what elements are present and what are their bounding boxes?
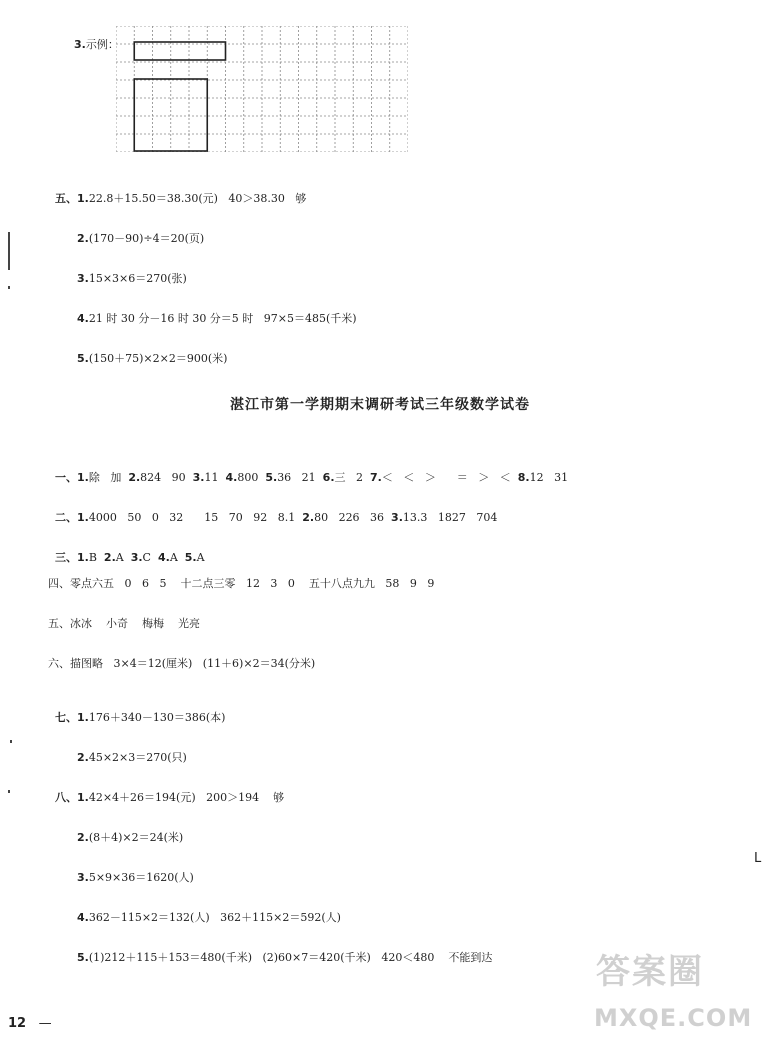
answer-line-q1 [48, 457, 568, 485]
item-number: 3. [77, 272, 89, 285]
dotted-grid-figure [116, 26, 408, 152]
answer-text: A [115, 551, 131, 564]
page-number [8, 1016, 52, 1031]
watermark-logo: 答案圈 [596, 952, 704, 992]
answer-text: C [142, 551, 158, 564]
exam-title: 湛江市第一学期期末调研考试三年级数学试卷 [230, 397, 530, 413]
answer-line-q8-5 [70, 937, 492, 965]
item-number: 二、1. [55, 511, 89, 524]
item-number: 5. [77, 951, 89, 964]
scan-mark [8, 790, 10, 793]
answer-line [70, 338, 227, 366]
answer-line [70, 298, 357, 326]
answer-text: 12 31 [529, 471, 569, 484]
item-number: 七、1. [55, 711, 89, 724]
answer-line [48, 178, 306, 206]
item-number: 3. [391, 511, 403, 524]
item-number: 2. [302, 511, 315, 524]
answer-line [70, 258, 187, 286]
answer-line-q8-2 [70, 817, 183, 845]
answer-line-q7-1 [48, 697, 225, 725]
answer-line-q3 [48, 537, 205, 565]
item-number: 8. [517, 471, 530, 484]
scan-mark [8, 232, 10, 270]
item-number: 6. [322, 471, 335, 484]
scan-mark [8, 286, 10, 289]
page-dash: — [38, 1016, 52, 1031]
answer-text: 36 21 [277, 471, 323, 484]
answer-text: 176＋340－130＝386(本) [88, 711, 226, 724]
answer-text: 80 226 36 [314, 511, 392, 524]
answer-text: A [169, 551, 185, 564]
answer-line [70, 218, 204, 246]
answer-line-q8-3 [70, 857, 194, 885]
item-number: 3. [192, 471, 205, 484]
item-number: 7. [370, 471, 382, 484]
answer-text: 362－115×2＝132(人) 362＋115×2＝592(人) [88, 911, 341, 924]
answer-text: 11 [204, 471, 226, 484]
answer-text: A [196, 551, 205, 564]
scan-mark [10, 740, 12, 743]
answer-line-q7-2 [70, 737, 187, 765]
answer-text: 4000 50 0 32 15 70 92 8.1 [88, 511, 303, 524]
answer-text: 5×9×36＝1620(人) [88, 871, 194, 884]
item-number: 三、1. [55, 551, 89, 564]
item-number: 3. [130, 551, 143, 564]
answer-text: 三 2 [334, 471, 370, 484]
example-text: 示例： [85, 38, 119, 51]
margin-letter: L [754, 851, 762, 866]
answer-line-q5: 五、冰冰 小奇 梅梅 光亮 [48, 617, 200, 630]
answer-text: 45×2×3＝270(只) [88, 751, 187, 764]
answer-line-q4: 四、零点六五 0 6 5 十二点三零 12 3 0 五十八点九九 58 9 9 [48, 577, 435, 590]
page-number-text: 12 [8, 1016, 27, 1031]
answer-text: ＜ ＜ ＞ ＝ ＞ ＜ [381, 471, 518, 484]
item-number: 3. [74, 38, 86, 51]
answer-text: 21 时 30 分－16 时 30 分＝5 时 97×5＝485(千米) [88, 312, 357, 325]
answer-text: 800 [237, 471, 266, 484]
answer-text: (150＋75)×2×2＝900(米) [88, 352, 228, 365]
item-number: 4. [77, 911, 89, 924]
item-number: 3. [77, 871, 89, 884]
item-number: 5. [184, 551, 197, 564]
answer-text: (170－90)÷4＝20(页) [88, 232, 205, 245]
item-number: 八、1. [55, 791, 89, 804]
item-number: 4. [77, 312, 89, 325]
example-line [67, 24, 119, 52]
answer-text: 除 加 [88, 471, 129, 484]
item-number: 4. [157, 551, 170, 564]
answer-text: 42×4＋26＝194(元) 200＞194 够 [88, 791, 285, 804]
answer-text: (1)212＋115＋153＝480(千米) (2)60×7＝420(千米) 420＜480 不能到达 [88, 951, 493, 964]
answer-text: 13.3 1827 704 [402, 511, 498, 524]
item-number: 五、1. [55, 192, 89, 205]
item-number: 5. [265, 471, 278, 484]
item-number: 2. [77, 831, 89, 844]
answer-text: B [88, 551, 104, 564]
answer-line-q8-4 [70, 897, 341, 925]
answer-text: 15×3×6＝270(张) [88, 272, 187, 285]
watermark-url: MXQE.COM [594, 1004, 753, 1032]
answer-line-q6: 六、描图略 3×4＝12(厘米) (11＋6)×2＝34(分米) [48, 657, 316, 670]
item-number: 4. [225, 471, 238, 484]
item-number: 2. [77, 751, 89, 764]
item-number: 2. [77, 232, 89, 245]
item-number: 2. [128, 471, 141, 484]
answer-text: 22.8＋15.50＝38.30(元) 40＞38.30 够 [88, 192, 307, 205]
rectangle-small [134, 42, 225, 60]
item-number: 一、1. [55, 471, 89, 484]
item-number: 5. [77, 352, 89, 365]
answer-text: 824 90 [140, 471, 193, 484]
answer-line-q8-1 [48, 777, 284, 805]
item-number: 2. [103, 551, 116, 564]
answer-text: (8＋4)×2＝24(米) [88, 831, 184, 844]
answer-line-q2 [48, 497, 497, 525]
